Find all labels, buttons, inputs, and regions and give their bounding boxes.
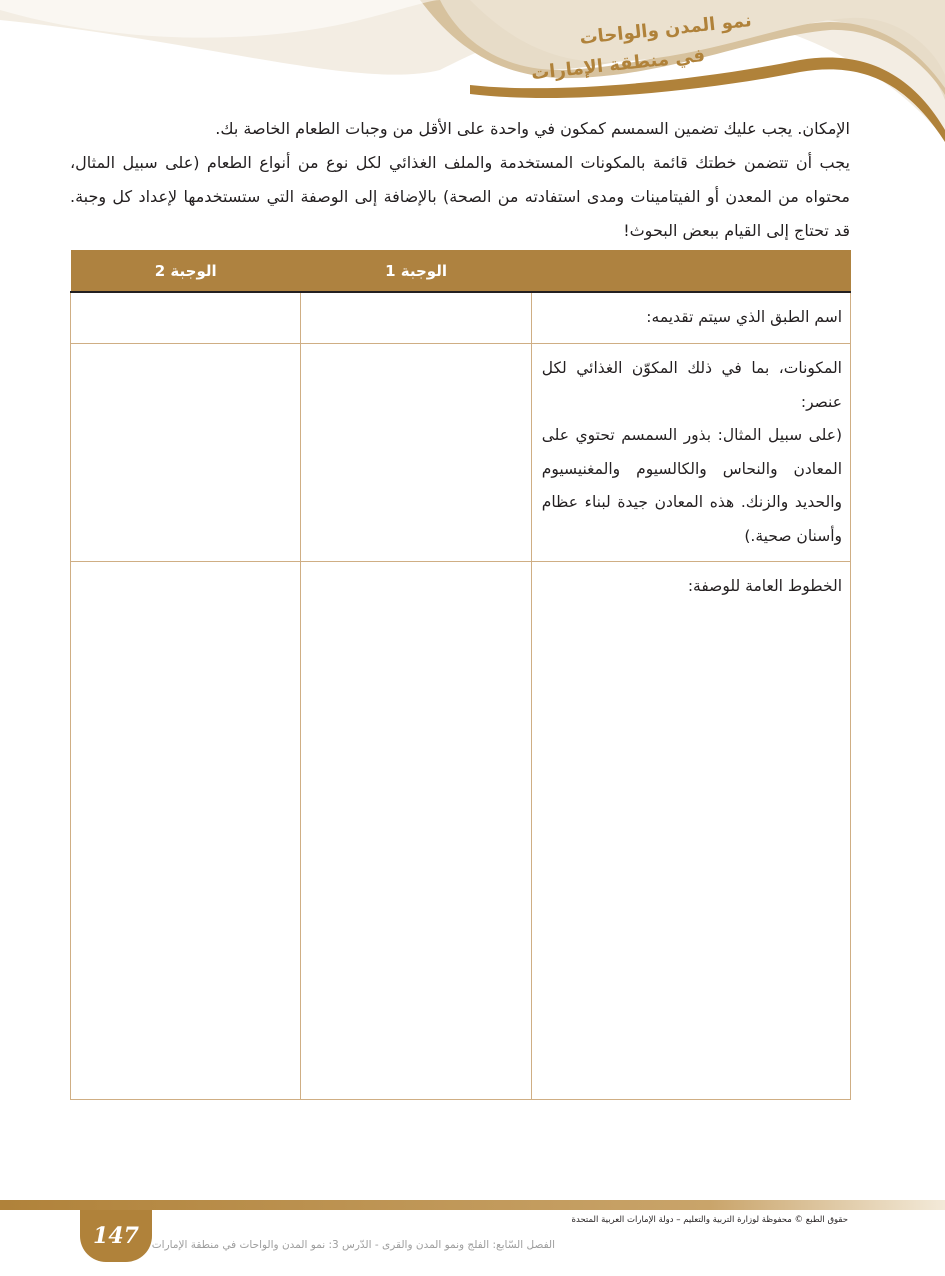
copyright-notice: حقوق الطبع © محفوظة لوزارة التربية والتعليم – دولة الإمارات العربية المتحدة bbox=[571, 1215, 848, 1225]
recipe-outline-label: الخطوط العامة للوصفة: bbox=[531, 562, 850, 1100]
chapter-breadcrumb: الفصل السّابع: الفلج ونمو المدن والقرى - الدّرس 3: نمو المدن والواحات في منطقة الإمارات bbox=[151, 1239, 555, 1251]
header-label-cell bbox=[531, 250, 850, 292]
intro-paragraph: يجب أن تتضمن خطتك قائمة بالمكونات المستخدمة والملف الغذائي لكل نوع من أنواع الطعام (على سبيل المثال، محتواه من المعدن أو الفيتامينات ومدى استفادته من الصحة) بالإضافة إلى الوصفة التي ستستخدمها لإعداد كل وجبة. قد تحتاج إلى القيام ببعض البحوث! bbox=[70, 153, 850, 240]
header-meal-1: الوجبة 1 bbox=[301, 250, 531, 292]
ingredients-label-cell bbox=[531, 344, 850, 562]
dish-name-label: اسم الطبق الذي سيتم تقديمه: bbox=[531, 292, 850, 344]
intro-text bbox=[70, 112, 850, 248]
ingredients-example: (على سبيل المثال: بذور السمسم تحتوي على المعادن والنحاس والكالسيوم والمغنيسيوم والحديد والزنك. هذه المعادن جيدة لبناء عظام وأسنان صحية.) bbox=[541, 426, 842, 545]
table-header-row bbox=[71, 250, 851, 292]
lesson-title-line1: نمو المدن والواحات bbox=[578, 9, 753, 49]
intro-line-1: الإمكان. يجب عليك تضمين السمسم كمكون في واحدة على الأقل من وجبات الطعام الخاصة بك. bbox=[215, 119, 850, 138]
recipe-meal2-cell[interactable] bbox=[71, 562, 301, 1100]
ingredients-meal1-cell[interactable] bbox=[301, 344, 531, 562]
recipe-meal1-cell[interactable] bbox=[301, 562, 531, 1100]
ingredients-label: المكونات، بما في ذلك المكوّن الغذائي لكل عنصر: bbox=[541, 359, 842, 411]
table-row bbox=[71, 562, 851, 1100]
lesson-title-line2: في منطقة الإمارات bbox=[530, 45, 707, 85]
page-number: 147 bbox=[80, 1210, 152, 1262]
table-row bbox=[71, 292, 851, 344]
table-row bbox=[71, 344, 851, 562]
meals-table bbox=[70, 250, 851, 1100]
dish-name-meal1-cell[interactable] bbox=[301, 292, 531, 344]
header-meal-2: الوجبة 2 bbox=[71, 250, 301, 292]
ingredients-meal2-cell[interactable] bbox=[71, 344, 301, 562]
dish-name-meal2-cell[interactable] bbox=[71, 292, 301, 344]
